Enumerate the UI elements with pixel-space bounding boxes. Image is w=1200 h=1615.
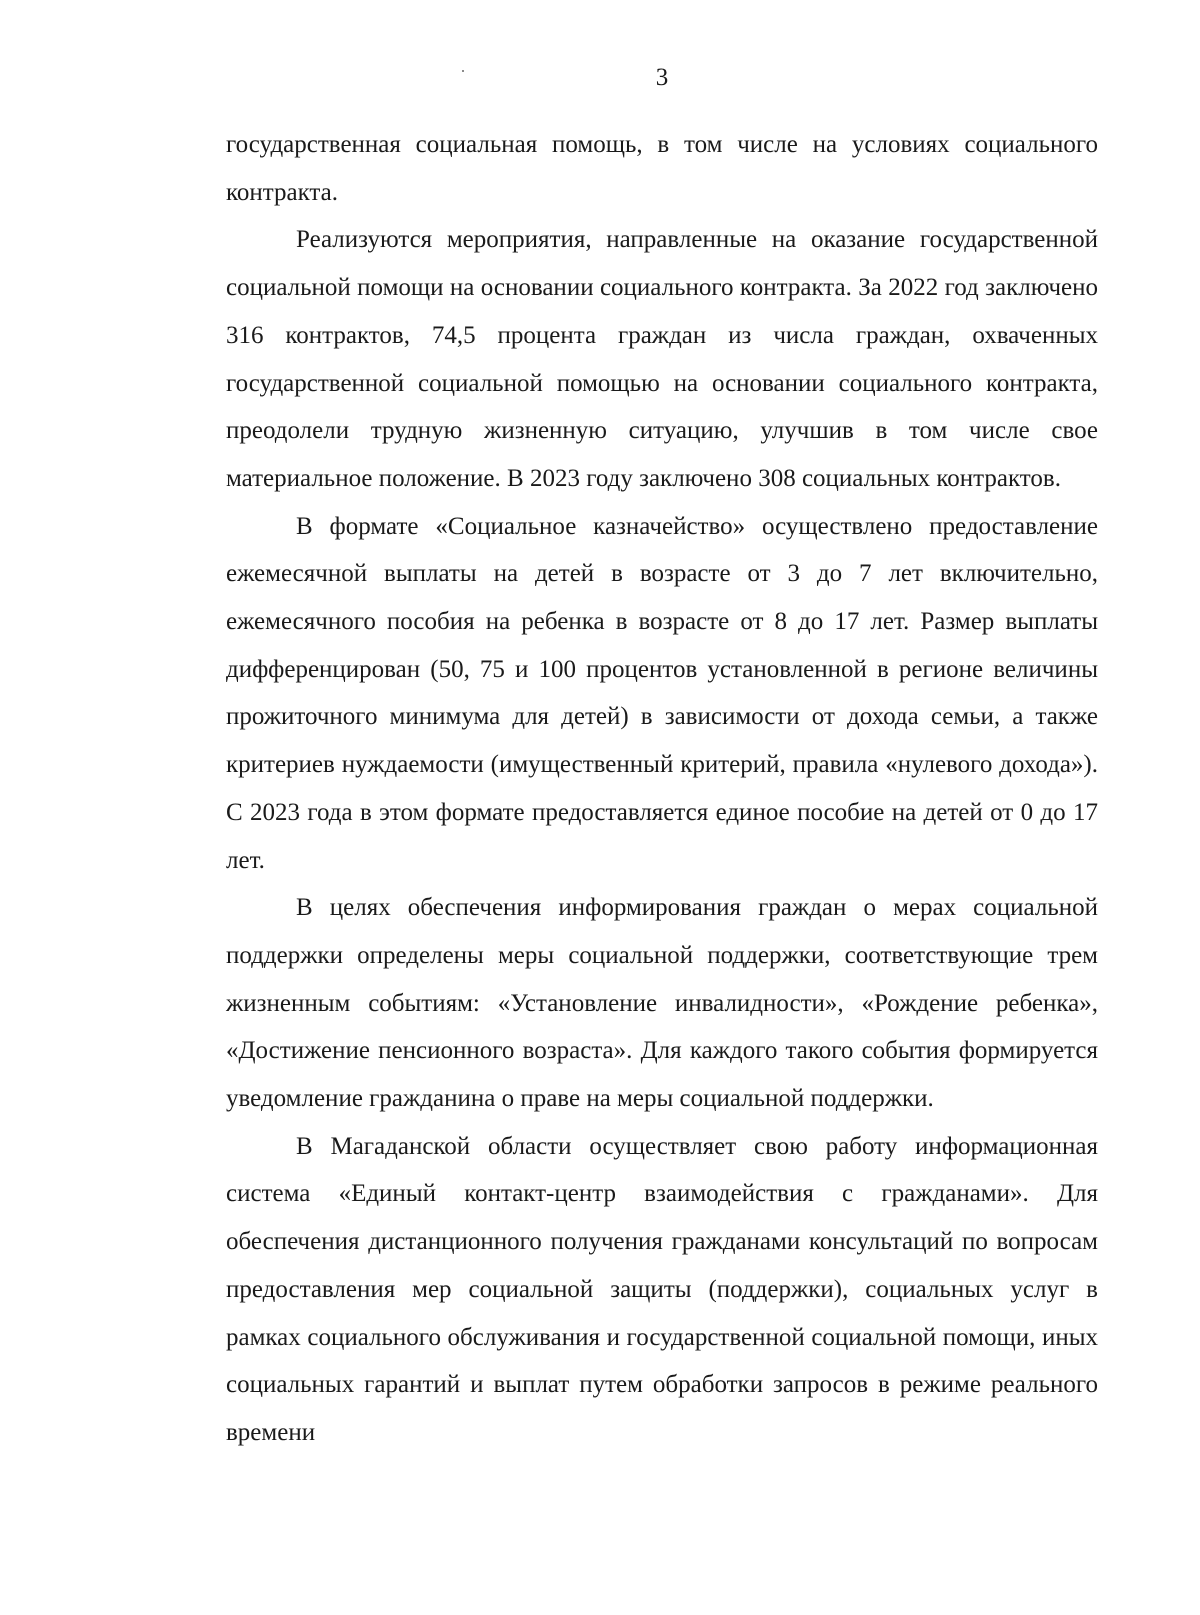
paragraph-5: В Магаданской области осуществляет свою работу информационная система «Единый контакт-центр взаимодействия с гражданами». Для обеспечения дистанционного получения гражданами консультаций по вопросам предоставления мер социальной защиты (поддержки), социальных услуг в рамках социального обслуживания и государственной социальной помощи, иных социальных гарантий и выплат путем обработки запросов в режиме реального времени [226, 1132, 1098, 1446]
paragraph-3: В формате «Социальное казначейство» осуществлено предоставление ежемесячной выплаты на детей в возрасте от 3 до 7 лет включительно, ежемесячного пособия на ребенка в возрасте от 8 до 17 лет. Размер выплаты дифференцирован (50, 75 и 100 процентов установленной в регионе величины прожиточного минимума для детей) в зависимости от дохода семьи, а также критериев нуждаемости (имущественный критерий, правила «нулевого дохода»). С 2023 года в этом формате предоставляется единое пособие на детей от 0 до 17 лет. [226, 512, 1098, 874]
paragraph-1: государственная социальная помощь, в том числе на условиях социального контракта. [226, 131, 1098, 206]
paragraph-2: Реализуются мероприятия, направленные на оказание государственной социальной помощи на основании социального контракта. За 2022 год заключено 316 контрактов, 74,5 процента граждан из числа граждан, охваченных государственной социальной помощью на основании социального контракта, преодолели трудную жизненную ситуацию, улучшив в том числе свое материальное положение. В 2023 году заключено 308 социальных контрактов. [226, 226, 1098, 492]
body-text [226, 121, 1098, 1457]
page-number: 3 [655, 64, 669, 91]
paragraph-4: В целях обеспечения информирования граждан о мерах социальной поддержки определены меры социальной поддержки, соответствующие трем жизненным событиям: «Установление инвалидности», «Рождение ребенка», «Достижение пенсионного возраста». Для каждого такого события формируется уведомление гражданина о праве на меры социальной поддержки. [226, 894, 1098, 1113]
